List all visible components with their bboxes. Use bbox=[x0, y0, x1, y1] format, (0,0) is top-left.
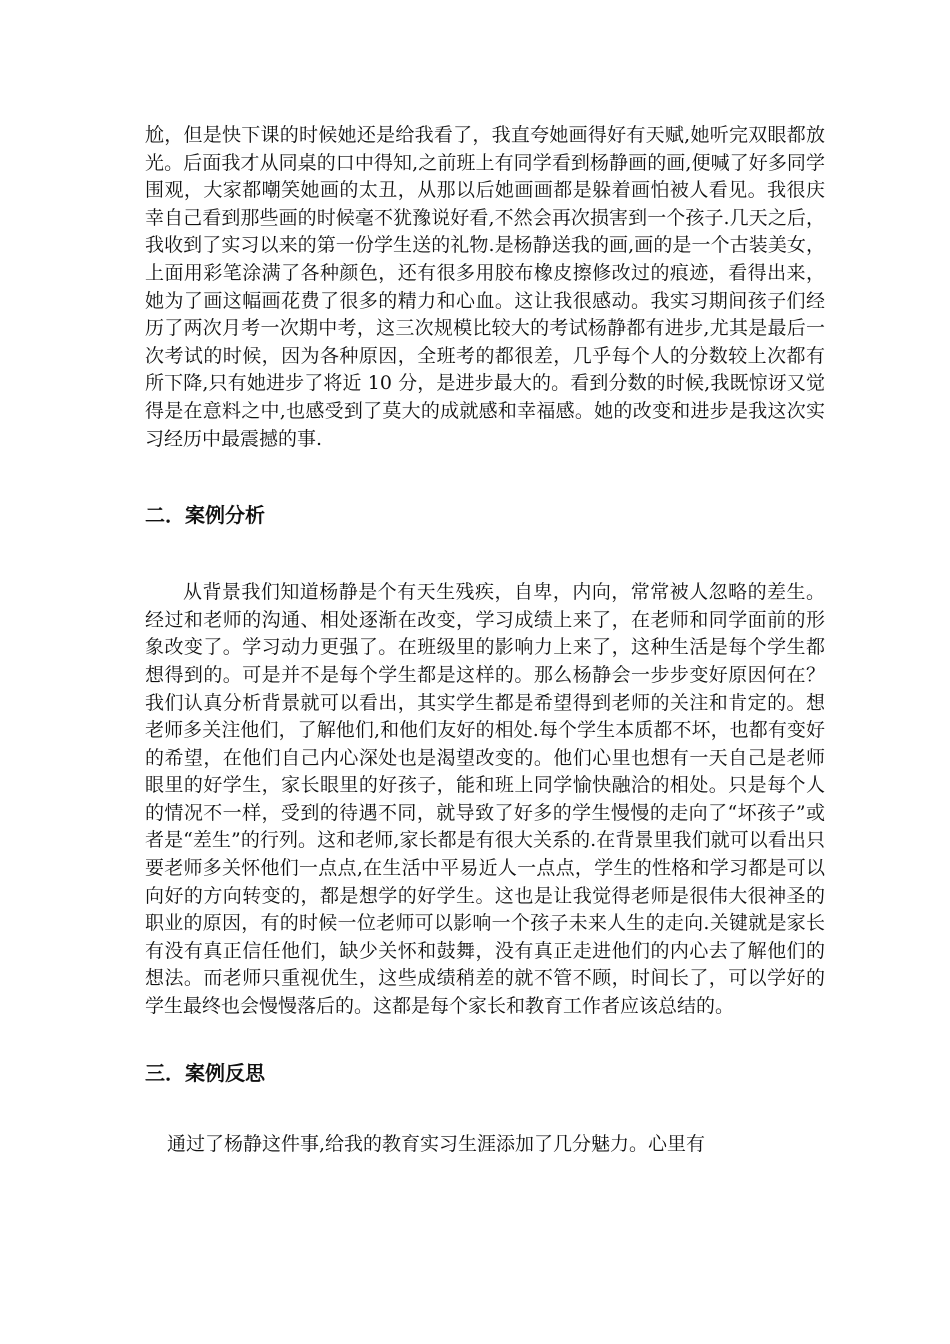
paragraph-case-analysis: 从背景我们知道杨静是个有天生残疾，自卑，内向，常常被人忽略的差生。经过和老师的沟通、相处逐渐在改变，学习成绩上来了，在老师和同学面前的形象改变了。学习动力更强了。在班级里的影响力上来了，这种生活是每个学生都想得到的。可是并不是每个学生都是这样的。那么杨静会一步步变好原因何在？我们认真分析背景就可以看出，其实学生都是希望得到老师的关注和肯定的。想老师多关注他们，了解他们,和他们友好的相处.每个学生本质都不坏，也都有变好的希望，在他们自己内心深处也是渴望改变的。他们心里也想有一天自己是老师眼里的好学生，家长眼里的好孩子，能和班上同学愉快融洽的相处。只是每个人的情况不一样，受到的待遇不同，就导致了好多的学生慢慢的走向了“坏孩子”或者是“差生”的行列。这和老师,家长都是有很大关系的.在背景里我们就可以看出只要老师多关怀他们一点点,在生活中平易近人一点点，学生的性格和学习都是可以向好的方向转变的，都是想学的好学生。这也是让我觉得老师是很伟大很神圣的职业的原因，有的时候一位老师可以影响一个孩子未来人生的走向.关键就是家长有没有真正信任他们，缺少关怀和鼓舞，没有真正走进他们的内心去了解他们的想法。而老师只重视优生，这些成绩稍差的就不管不顾，时间长了，可以学好的学生最终也会慢慢落后的。这都是每个家长和教育工作者应该总结的。 bbox=[145, 581, 825, 1018]
paragraph-story: 尬，但是快下课的时候她还是给我看了，我直夸她画得好有天赋,她听完双眼都放光。后面我才从同桌的口中得知,之前班上有同学看到杨静画的画,便喊了好多同学围观，大家都嘲笑她画的太丑，从那以后她画画都是躲着画怕被人看见。我很庆幸自己看到那些画的时候毫不犹豫说好看,不然会再次损害到一个孩子.几天之后，我收到了实习以来的第一份学生送的礼物.是杨静送我的画,画的是一个古装美女，上面用彩笔涂满了各种颜色，还有很多用胶布橡皮擦修改过的痕迹，看得出来，她为了画这幅画花费了很多的精力和心血。这让我很感动。我实习期间孩子们经历了两次月考一次期中考，这三次规模比较大的考试杨静都有进步,尤其是最后一次考试的时候，因为各种原因，全班考的都很差，几乎每个人的分数较上次都有所下降,只有她进步了将近 10 分，是进步最大的。看到分数的时候,我既惊讶又觉得是在意料之中,也感受到了莫大的成就感和幸福感。她的改变和进步是我这次实习经历中最震撼的事. bbox=[145, 124, 825, 450]
section-heading-case-reflection: 三．案例反思 bbox=[145, 1060, 265, 1085]
document-page bbox=[145, 122, 825, 1158]
paragraph-case-reflection: 通过了杨静这件事,给我的教育实习生涯添加了几分魅力。心里有 bbox=[167, 1132, 706, 1155]
section-heading-case-analysis: 二．案例分析 bbox=[145, 503, 265, 528]
